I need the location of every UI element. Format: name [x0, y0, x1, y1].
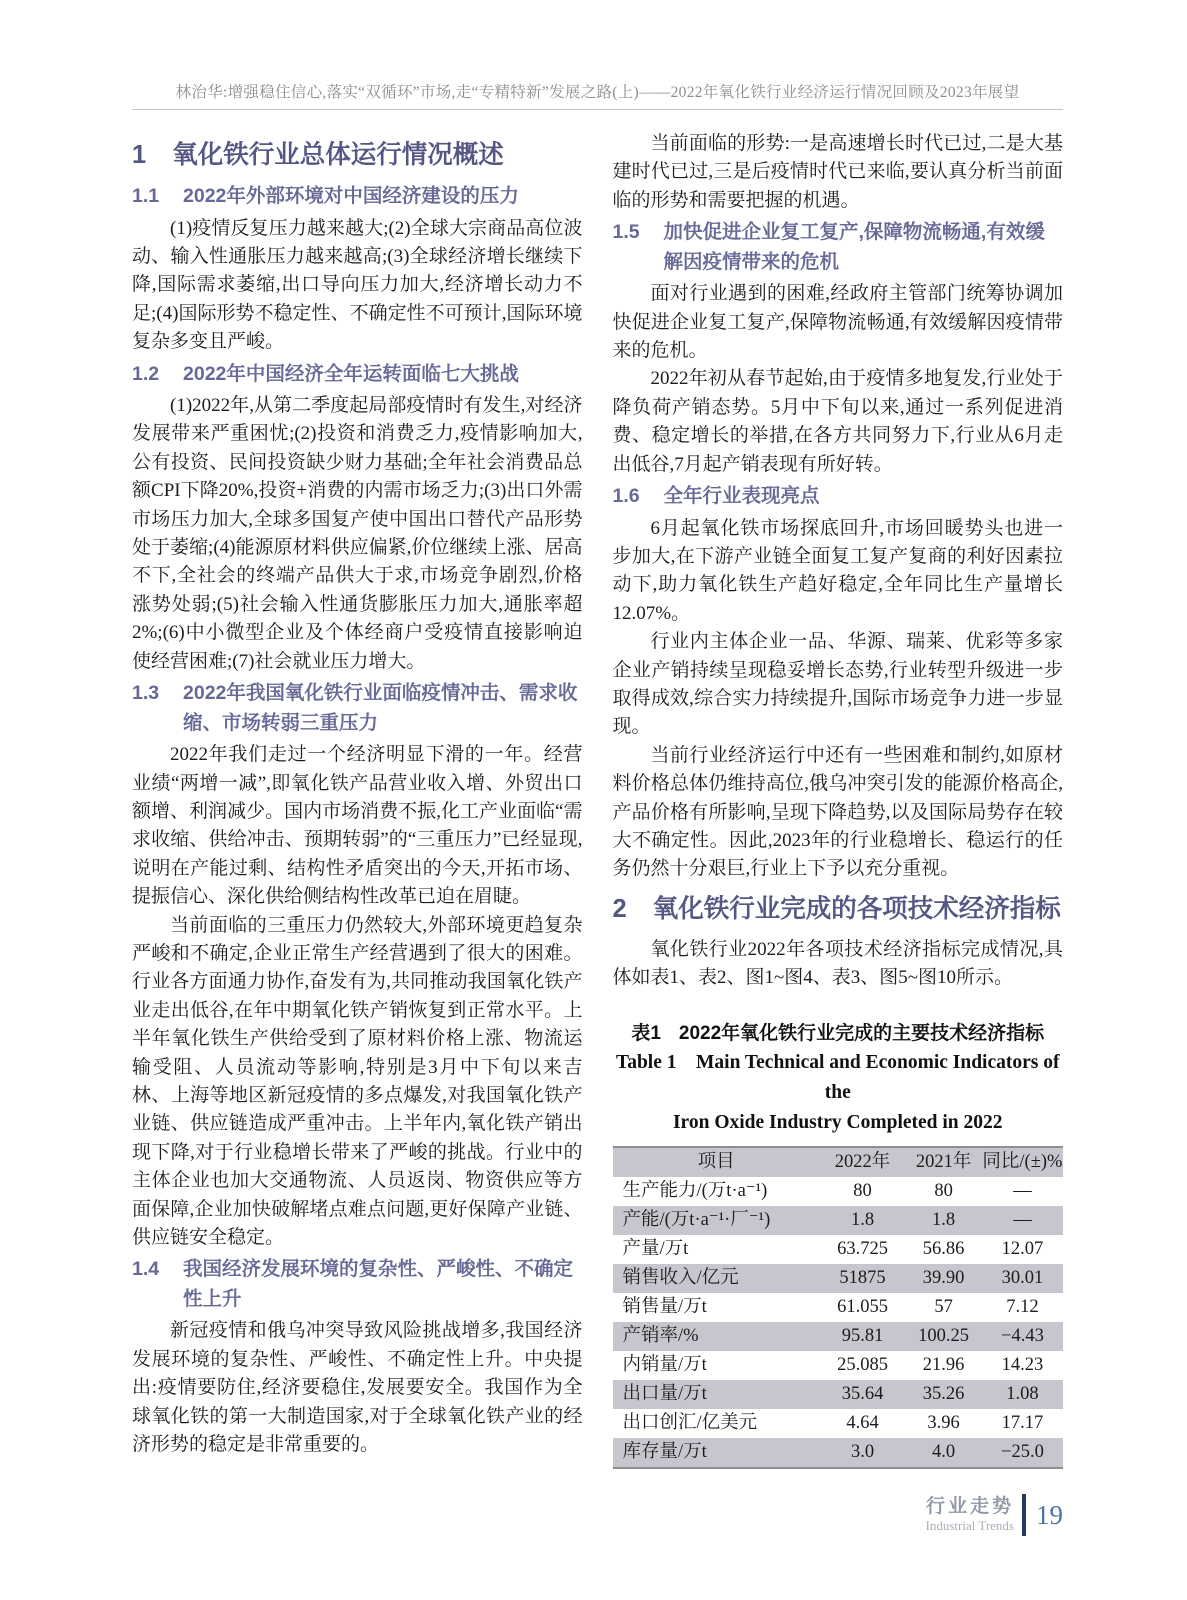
table-header-item: 项目 — [613, 1147, 820, 1177]
table-1-title-en-line2: Iron Oxide Industry Completed in 2022 — [672, 1111, 1003, 1133]
table-row — [613, 1409, 1064, 1438]
section-2-number: 2 — [612, 894, 627, 923]
indicators-table — [613, 1146, 1064, 1469]
paragraph: 氧化铁行业2022年各项技术经济指标完成情况,具体如表1、表2、图1~图4、表3、图5~图10所示。 — [612, 938, 1063, 989]
footer-section-name-zh: 行业走势 — [925, 1496, 1014, 1517]
table-header-yoy: 同比/(±)% — [982, 1147, 1063, 1177]
table-cell: 21.96 — [922, 1354, 965, 1375]
table-row-label: 产销率/% — [613, 1322, 820, 1351]
paragraph: 当前面临的形势:一是高速增长时代已过,二是大基建时代已过,三是后疫情时代已来临,要认真分析当前面临的形势和需要把握的机遇。 — [612, 133, 1063, 211]
paragraph: (1)2022年,从第二季度起局部疫情时有发生,对经济发展带来严重困忧;(2)投资和消费乏力,疫情影响加大,公有投资、民间投资缺少财力基础;全年社会消费品总额CPI下降20%,投资+消费的内需市场乏力;(3)出口外需市场压力加大,全球多国复产使中国出口替代产品形势处于萎缩;(4)能源原材料供应偏紧,价位继续上涨、居高不下,全社会的终端产品供大于求,市场竞争剧烈,价格涨势处弱;(5)社会输入性通货膨胀压力加大,通胀率超2%;(6)中小微型企业及个体经商户受疫情直接影响迫使经营困难;(7)社会就业压力增大。 — [132, 395, 583, 672]
two-column-layout — [132, 130, 1063, 1469]
footer-divider-bar — [1022, 1494, 1026, 1536]
table-1-label: 表1 — [631, 1022, 661, 1044]
table-cell: 4.0 — [905, 1438, 982, 1468]
section-1-title: 氧化铁行业总体运行情况概述 — [172, 141, 504, 169]
subsection-1-2-title: 2022年中国经济全年运转面临七大挑战 — [183, 362, 519, 385]
table-cell: 61.055 — [837, 1296, 888, 1317]
subsection-1-5-number: 1.5 — [612, 221, 640, 244]
section-1-number: 1 — [132, 141, 147, 169]
table-cell: 100.25 — [905, 1322, 982, 1351]
table-row-label: 出口创汇/亿美元 — [622, 1412, 758, 1433]
table-header-row — [613, 1147, 1064, 1177]
page-footer — [926, 1494, 1063, 1536]
subsection-1-3-heading — [132, 679, 583, 738]
subsection-1-1-number: 1.1 — [132, 185, 160, 207]
header-rule — [132, 109, 1063, 110]
table-cell: 80 — [934, 1180, 953, 1201]
subsection-1-1-heading — [132, 182, 583, 212]
table-row — [613, 1293, 1064, 1322]
subsection-1-1-title: 2022年外部环境对中国经济建设的压力 — [183, 185, 519, 207]
paragraph: 2022年初从春节起始,由于疫情多地复发,行业处于降负荷产销态势。5月中下旬以来,通过一系列促进消费、稳定增长的举措,在各方共同努力下,行业从6月走出低谷,7月起产销表现有所好转。 — [612, 368, 1063, 475]
subsection-1-5-title: 加快促进企业复工复产,保障物流畅通,有效缓解因疫情带来的危机 — [663, 221, 1045, 273]
paragraph: 行业内主体企业一品、华源、瑞莱、优彩等多家企业产销持续呈现稳妥增长态势,行业转型升级进一步取得成效,综合实力持续提升,国际市场竞争力进一步显现。 — [612, 631, 1063, 738]
table-cell: 3.0 — [820, 1438, 906, 1468]
subsection-1-3-title: 2022年我国氧化铁行业面临疫情冲击、需求收缩、市场转弱三重压力 — [183, 682, 578, 734]
table-row — [613, 1380, 1064, 1409]
table-row-label: 销售量/万t — [622, 1296, 707, 1317]
subsection-1-4-heading — [132, 1255, 583, 1314]
subsection-1-6-heading — [613, 482, 1064, 512]
table-cell: 57 — [934, 1296, 953, 1317]
table-cell: −25.0 — [982, 1438, 1063, 1468]
subsection-1-4-title: 我国经济发展环境的复杂性、严峻性、不确定性上升 — [183, 1258, 574, 1310]
table-cell: 63.725 — [837, 1238, 888, 1259]
table-row-label: 销售收入/亿元 — [613, 1264, 820, 1293]
table-cell: 56.86 — [922, 1238, 965, 1259]
table-cell: 39.90 — [905, 1264, 982, 1293]
subsection-1-2-number: 1.2 — [132, 362, 160, 385]
section-1-heading — [132, 138, 583, 172]
table-row-label: 内销量/万t — [622, 1354, 707, 1375]
subsection-1-4-number: 1.4 — [132, 1258, 160, 1281]
table-header-2021: 2021年 — [905, 1147, 982, 1177]
subsection-1-3-number: 1.3 — [132, 682, 160, 705]
table-header-2022: 2022年 — [820, 1147, 906, 1177]
page-content — [132, 0, 1063, 1469]
table-row-label: 库存量/万t — [613, 1438, 820, 1468]
table-cell: 35.26 — [905, 1380, 982, 1409]
table-cell: 35.64 — [820, 1380, 906, 1409]
table-1-title-zh-text: 2022年氧化铁行业完成的主要技术经济指标 — [678, 1022, 1045, 1044]
table-row — [613, 1206, 1064, 1235]
table-cell: 51875 — [820, 1264, 906, 1293]
section-2-heading — [613, 892, 1064, 926]
table-row — [613, 1264, 1064, 1293]
table-cell: 80 — [853, 1180, 872, 1201]
footer-section-block — [926, 1496, 1014, 1534]
table-1-title-en-line1: Table 1 Main Technical and Economic Indicators of the — [615, 1051, 1060, 1103]
left-column — [132, 130, 583, 1459]
table-body — [613, 1177, 1064, 1468]
running-header: 林治华:增强稳住信心,落实“双循环”市场,走“专精特新”发展之路(上)——2022年氧化铁行业经济运行情况回顾及2023年展望 — [175, 84, 1020, 101]
table-1-block — [613, 1019, 1064, 1469]
paragraph: 2022年我们走过一个经济明显下滑的一年。经营业绩“两增一减”,即氧化铁产品营业收入增、外贸出口额增、利润减少。国内市场消费不振,化工产业面临“需求收缩、供给冲击、预期转弱”的“三重压力”已经显现,说明在产能过剩、结构性矛盾突出的今天,开拓市场、提振信心、深化供给侧结构性改革已迫在眉睫。 — [132, 744, 583, 908]
table-cell: 3.96 — [927, 1412, 960, 1433]
table-row — [613, 1438, 1064, 1468]
page-number: 19 — [1036, 1500, 1063, 1530]
table-row — [613, 1322, 1064, 1351]
table-cell: 12.07 — [1001, 1238, 1044, 1259]
right-column — [613, 130, 1064, 1469]
table-cell: 1.08 — [982, 1380, 1063, 1409]
table-cell: 17.17 — [1001, 1412, 1044, 1433]
table-cell: 14.23 — [1001, 1354, 1044, 1375]
table-row — [613, 1177, 1064, 1206]
table-row-label: 出口量/万t — [613, 1380, 820, 1409]
table-cell: 1.8 — [905, 1206, 982, 1235]
table-row-label: 生产能力/(万t·a⁻¹) — [622, 1180, 768, 1201]
paragraph: 面对行业遇到的困难,经政府主管部门统筹协调加快促进企业复工复产,保障物流畅通,有效缓解因疫情带来的危机。 — [612, 283, 1063, 362]
subsection-1-2-heading — [132, 360, 583, 390]
paragraph: 新冠疫情和俄乌冲突导致风险挑战增多,我国经济发展环境的复杂性、严峻性、不确定性上升。中央提出:疫情要防住,经济要稳住,发展要安全。我国作为全球氧化铁的第一大制造国家,对于全球氧化铁产业的经济形势的稳定是非常重要的。 — [132, 1320, 583, 1456]
table-cell: 7.12 — [1006, 1296, 1039, 1317]
table-row-label: 产能/(万t·a⁻¹·厂⁻¹) — [613, 1206, 820, 1235]
table-cell: −4.43 — [982, 1322, 1063, 1351]
table-cell: 1.8 — [820, 1206, 906, 1235]
table-cell: 25.085 — [837, 1354, 888, 1375]
table-cell: — — [982, 1206, 1063, 1235]
table-cell: 30.01 — [982, 1264, 1063, 1293]
section-2-title: 氧化铁行业完成的各项技术经济指标 — [652, 894, 1061, 923]
table-cell: — — [1013, 1180, 1032, 1201]
subsection-1-6-number: 1.6 — [612, 485, 640, 508]
subsection-1-6-title: 全年行业表现亮点 — [663, 485, 820, 508]
table-cell: 95.81 — [820, 1322, 906, 1351]
table-row-label: 产量/万t — [622, 1238, 689, 1259]
table-row — [613, 1351, 1064, 1380]
subsection-1-5-heading — [613, 218, 1064, 277]
paragraph: 6月起氧化铁市场探底回升,市场回暖势头也进一步加大,在下游产业链全面复工复产复商的利好因素拉动下,助力氧化铁生产趋好稳定,全年同比生产量增长12.07%。 — [612, 517, 1063, 624]
paragraph: 当前面临的三重压力仍然较大,外部环境更趋复杂严峻和不确定,企业正常生产经营遇到了很大的困难。行业各方面通力协作,奋发有为,共同推动我国氧化铁产业走出低谷,在年中期氧化铁产销恢复到正常水平。上半年氧化铁生产供给受到了原材料价格上涨、物流运输受阻、人员流动等影响,特别是3月中下旬以来吉林、上海等地区新冠疫情的多点爆发,对我国氧化铁产业链、供应链造成严重冲击。上半年内,氧化铁产销出现下降,对于行业稳增长带来了严峻的挑战。行业中的主体企业也加大交通物流、人员返岗、物资供应等方面保障,企业加快破解堵点难点问题,更好保障产业链、供应链安全稳定。 — [132, 914, 583, 1248]
paragraph: (1)疫情反复压力越来越大;(2)全球大宗商品高位波动、输入性通胀压力越来越高;(3)全球经济增长继续下降,国际需求萎缩,出口导向压力加大,经济增长动力不足;(4)国际形势不稳定性、不确定性不可预计,国际环境复杂多变且严峻。 — [132, 217, 583, 353]
paragraph: 当前行业经济运行中还有一些困难和制约,如原材料价格总体仍维持高位,俄乌冲突引发的能源价格高企,产品价格有所影响,呈现下降趋势,以及国际局势存在较大不确定性。因此,2023年的行业稳增长、稳运行的任务仍然十分艰巨,行业上下予以充分重视。 — [612, 744, 1063, 880]
table-row — [613, 1235, 1064, 1264]
table-1-title-zh — [613, 1019, 1064, 1048]
table-cell: 4.64 — [846, 1412, 879, 1433]
footer-section-name-en: Industrial Trends — [925, 1518, 1014, 1533]
